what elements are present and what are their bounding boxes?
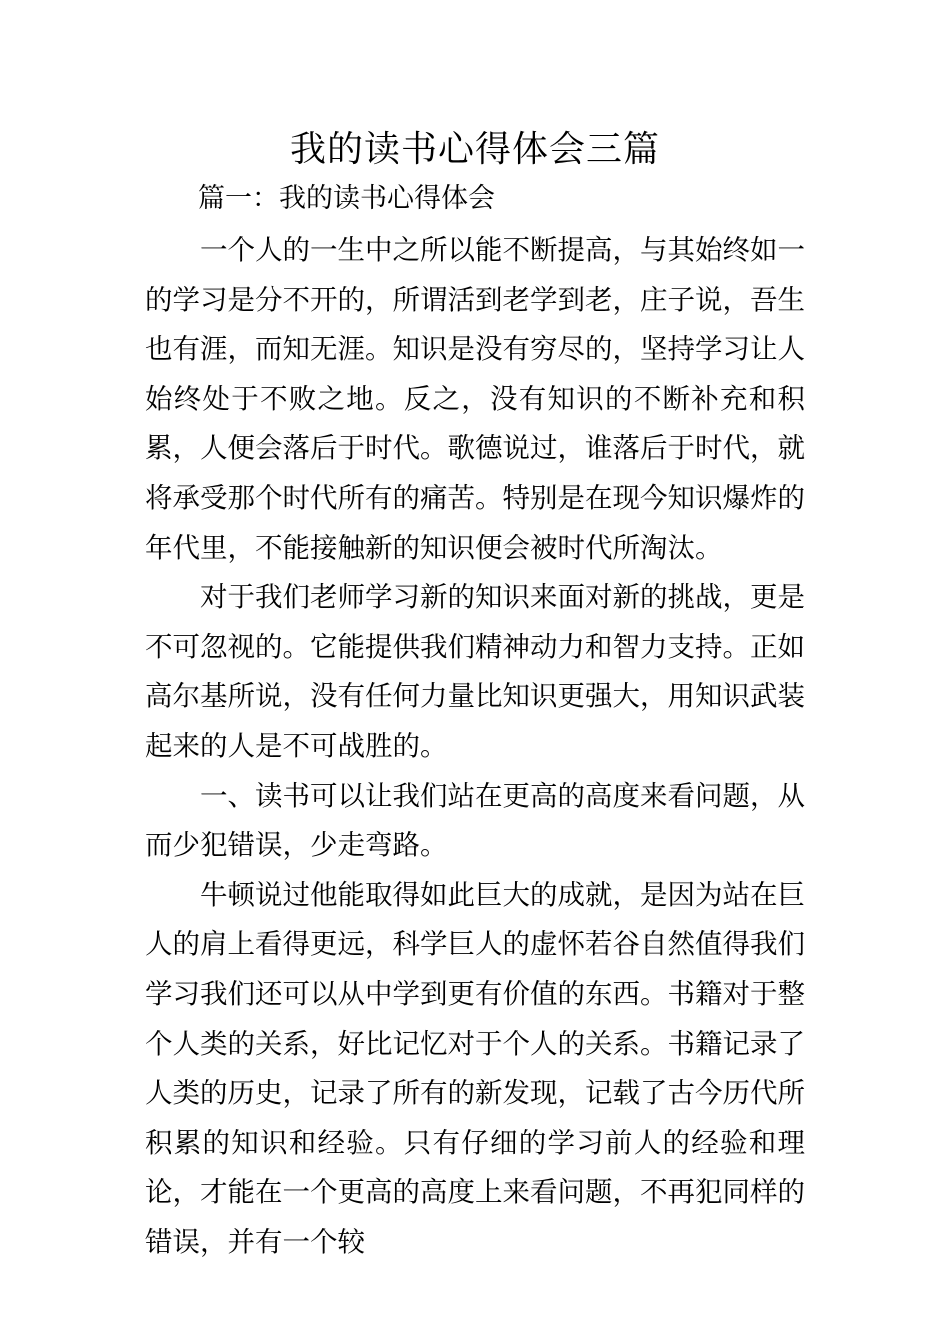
paragraph-1: 一个人的一生中之所以能不断提高，与其始终如一的学习是分不开的，所谓活到老学到老，庄子说，吾生也有涯，而知无涯。知识是没有穷尽的，坚持学习让人始终处于不败之地。反之，没有知识的不断补充和积累，人便会落后于时代。歌德说过，谁落后于时代，就将承受那个时代所有的痛苦。特别是在现今知识爆炸的年代里，不能接触新的知识便会被时代所淘汰。 — [145, 234, 805, 564]
section-heading: 篇一：我的读书心得体会 — [198, 183, 495, 214]
document-title: 我的读书心得体会三篇 — [289, 129, 660, 170]
paragraph-3: 一、读书可以让我们站在更高的高度来看问题，从而少犯错误，少走弯路。 — [145, 779, 805, 862]
document-body — [145, 226, 805, 1267]
paragraph-4: 牛顿说过他能取得如此巨大的成就，是因为站在巨人的肩上看得更远，科学巨人的虚怀若谷自然值得我们学习我们还可以从中学到更有价值的东西。书籍对于整个人类的关系，好比记忆对于个人的关系。书籍记录了人类的历史，记录了所有的新发现，记载了古今历代所积累的知识和经验。只有仔细的学习前人的经验和理论，才能在一个更高的高度上来看问题，不再犯同样的错误，并有一个较 — [145, 878, 805, 1258]
paragraph-2: 对于我们老师学习新的知识来面对新的挑战，更是不可忽视的。它能提供我们精神动力和智力支持。正如高尔基所说，没有任何力量比知识更强大，用知识武装起来的人是不可战胜的。 — [145, 581, 805, 762]
